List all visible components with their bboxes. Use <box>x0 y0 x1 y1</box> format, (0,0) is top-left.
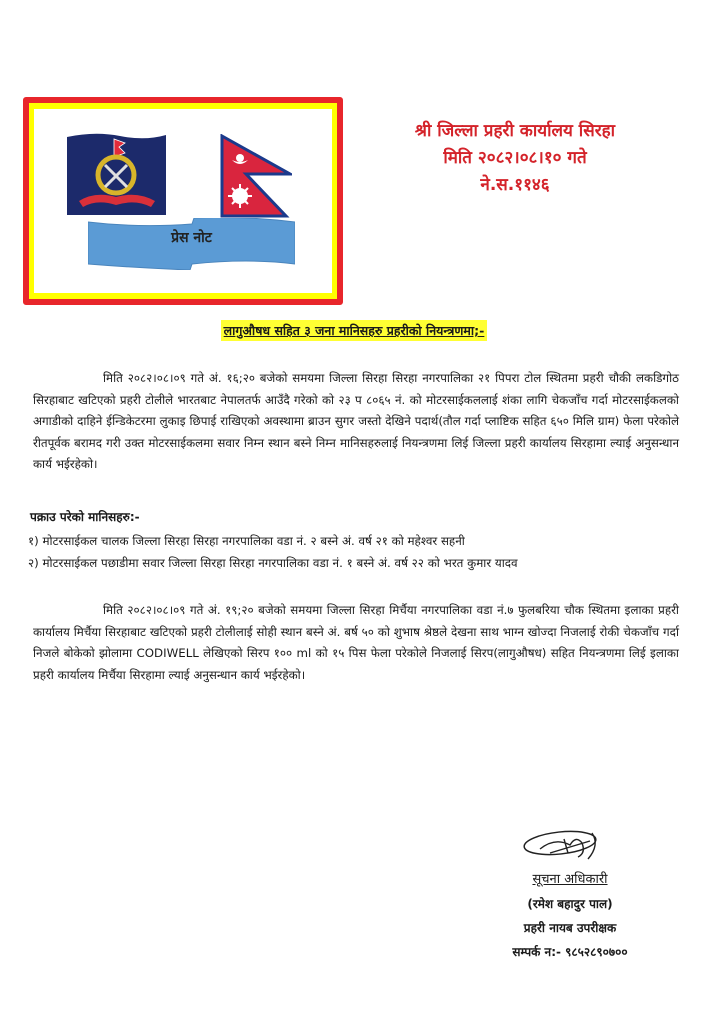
nepal-sambat: ने.स.११४६ <box>480 175 550 195</box>
header-frame <box>23 97 343 305</box>
handwritten-signature-icon <box>520 827 606 869</box>
date-line: मिति २०८२।०८।१० गते <box>443 148 587 168</box>
headline: लागुऔषध सहित ३ जना मानिसहरु प्रहरीको नियन्त्रणमा;- <box>221 320 488 341</box>
header-inner <box>34 109 332 293</box>
press-note-label: प्रेस नोट <box>171 230 212 246</box>
signatory-title: सूचना अधिकारी <box>532 872 608 887</box>
paragraph-2 <box>33 600 679 686</box>
office-block <box>370 118 660 199</box>
nepal-police-emblem-icon <box>65 131 168 217</box>
signatory-rank: प्रहरी नायब उपरीक्षक <box>523 921 617 935</box>
signatory-block <box>470 868 670 964</box>
office-name: श्री जिल्ला प्रहरी कार्यालय सिरहा <box>414 121 616 141</box>
headline-wrap <box>0 320 708 341</box>
paragraph-2-text: मिति २०८२।०८।०९ गते अं. १९;२० बजेको समयमा जिल्ला सिरहा मिर्चैया नगरपालिका वडा नं.७ फुलबरिया चौक स्थितमा इलाका प्रहरी कार्यालय मिर्चैया सिरहाबाट खटिएको प्रहरी टोलीलाई सोही स्थान बस्ने अं. बर्ष ५० को शुभाष श्रेष्ठले देखना साथ भाग्न खोज्दा निजलाई रोकी चेकजाँच गर्दा निजले बोकेको झोलामा CODIWELL लेखिएको सिरप १०० ml को १५ पिस फेला परेकोले निजलाई सिरप(लागुऔषध) सहित नियन्त्रणमा लिई इलाका प्रहरी कार्यालय मिर्चैया सिरहामा ल्याई अनुसन्धान कार्य भईरहेको। <box>33 603 679 682</box>
arrested-item: २) मोटरसाईकल पछाडीमा सवार जिल्ला सिरहा सिरहा नगरपालिका वडा नं. १ बस्ने अं. वर्ष २२ को भरत कुमार यादव <box>28 556 518 570</box>
paragraph-1-text: मिति २०८२।०८।०९ गते अं. १६;२० बजेको समयमा जिल्ला सिरहा सिरहा नगरपालिका २१ पिपरा टोल स्थितमा प्रहरी चौकी लकडिगोठ सिरहाबाट खटिएको प्रहरी टोलीले भारतबाट नेपालतर्फ आउँदै गरेको को २३ प ८०६५ नं. को मोटरसाईकललाई शंका लागि चेकजाँच गर्दा मोटरसाईकलको अगाडीको दाहिने ईन्डिकेटरमा लुकाइ छिपाई राखिएको अवस्थामा ब्राउन सुगर जस्तो देखिने पदार्थ(तौल गर्दा प्लाष्टिक सहित ६५० मिलि ग्राम) फेला परेकोले रीतपूर्वक बरामद गरी उक्त मोटरसाईकलमा सवार निम्न स्थान बस्ने निम्न मानिसहरुलाई नियन्त्रणमा लिई जिल्ला प्रहरी कार्यालय सिरहामा ल्याई अनुसन्धान कार्य भईरहेको। <box>33 371 679 471</box>
paragraph-1 <box>33 368 679 476</box>
signatory-contact: सम्पर्क न:- ९८५२८९०७०० <box>512 945 628 959</box>
arrested-item: १) मोटरसाईकल चालक जिल्ला सिरहा सिरहा नगरपालिका वडा नं. २ बस्ने अं. वर्ष २१ को महेश्वर सहनी <box>28 534 465 548</box>
arrested-list <box>28 530 678 574</box>
signatory-name: (रमेश बहादुर पाल) <box>527 897 613 911</box>
nepal-flag-icon <box>220 134 292 218</box>
arrested-heading: पक्राउ परेको मानिसहरु:- <box>30 510 140 524</box>
